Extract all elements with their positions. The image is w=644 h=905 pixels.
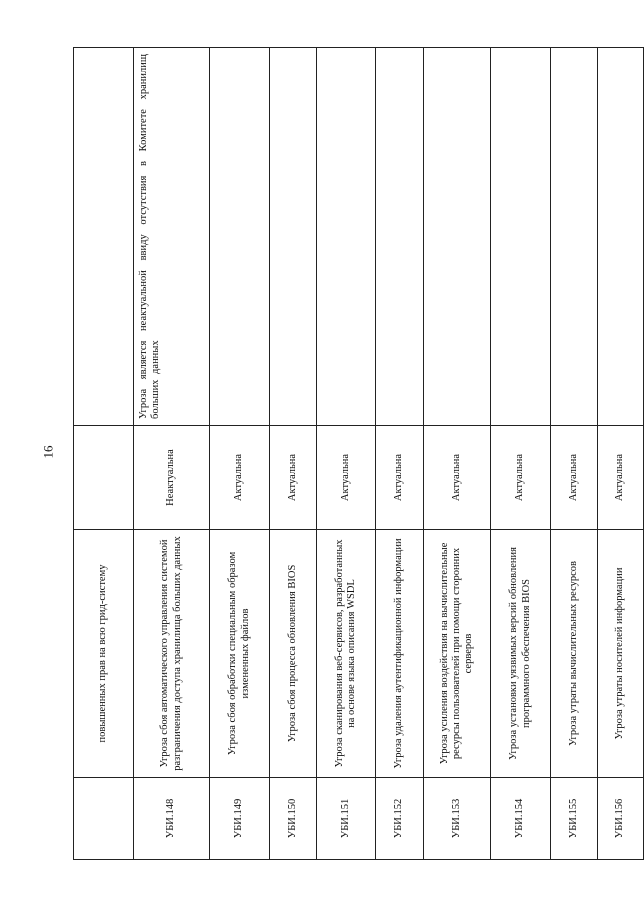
threat-note-text: Угроза является неактуальной ввиду отсутствия в Комитете хранилищ больших данных [138, 54, 162, 419]
threat-name-cell: Угроза усиления воздействия на вычислительные ресурсы пользователей при помощи сторонних серверов [424, 530, 491, 778]
threat-code-cell [74, 778, 134, 860]
table-row [210, 48, 270, 860]
threat-code-cell: УБИ.155 [551, 778, 598, 860]
threat-name-cell: Угроза сбоя процесса обновления BIOS [270, 530, 317, 778]
threat-name-cell: Угроза сканирования веб-сервисов, разработанных на основе языка описания WSDL [317, 530, 376, 778]
threat-code-cell: УБИ.156 [598, 778, 644, 860]
threat-status-cell: Актуальна [551, 426, 598, 530]
threat-code-cell: УБИ.153 [424, 778, 491, 860]
table-row [134, 48, 210, 860]
threat-note-cell [551, 48, 598, 426]
table-row [551, 48, 598, 860]
threat-code-cell: УБИ.152 [376, 778, 424, 860]
threat-code-cell: УБИ.150 [270, 778, 317, 860]
threat-name-cell: Угроза утраты вычислительных ресурсов [551, 530, 598, 778]
table-row [74, 48, 134, 860]
threat-code-cell: УБИ.151 [317, 778, 376, 860]
threat-status-cell: Актуальна [376, 426, 424, 530]
threat-status-cell: Актуальна [598, 426, 644, 530]
threat-status-cell: Неактуальна [134, 426, 210, 530]
threat-status-cell: Актуальна [210, 426, 270, 530]
threat-status-cell: Актуальна [424, 426, 491, 530]
table-row [317, 48, 376, 860]
threat-note-cell [598, 48, 644, 426]
threat-note-cell [424, 48, 491, 426]
threat-name-cell: Угроза утраты носителей информации [598, 530, 644, 778]
threat-status-cell: Актуальна [491, 426, 551, 530]
threat-status-cell: Актуальна [270, 426, 317, 530]
threat-table-wrapper [73, 48, 626, 860]
threat-note-cell [376, 48, 424, 426]
table-row [491, 48, 551, 860]
threat-note-cell [74, 48, 134, 426]
table-row [270, 48, 317, 860]
threat-table [73, 47, 644, 860]
threat-name-cell: повышенных прав на всю грид-систему [74, 530, 134, 778]
threat-note-cell [210, 48, 270, 426]
threat-name-cell: Угроза сбоя обработки специальным образом измененных файлов [210, 530, 270, 778]
threat-code-cell: УБИ.149 [210, 778, 270, 860]
threat-note-cell [134, 48, 210, 426]
table-row [376, 48, 424, 860]
rotated-table-container [73, 48, 626, 860]
threat-code-cell: УБИ.154 [491, 778, 551, 860]
threat-note-cell [317, 48, 376, 426]
threat-name-cell: Угроза удаления аутентификационной информации [376, 530, 424, 778]
threat-status-cell: Актуальна [317, 426, 376, 530]
page-number: 16 [40, 445, 56, 459]
threat-name-cell: Угроза установки уязвимых версий обновления программного обеспечения BIOS [491, 530, 551, 778]
table-row [424, 48, 491, 860]
threat-note-cell [491, 48, 551, 426]
threat-name-cell: Угроза сбоя автоматического управления системой разграничения доступа хранилища больших данных [134, 530, 210, 778]
threat-code-cell: УБИ.148 [134, 778, 210, 860]
threat-note-cell [270, 48, 317, 426]
threat-status-cell [74, 426, 134, 530]
table-row [598, 48, 644, 860]
